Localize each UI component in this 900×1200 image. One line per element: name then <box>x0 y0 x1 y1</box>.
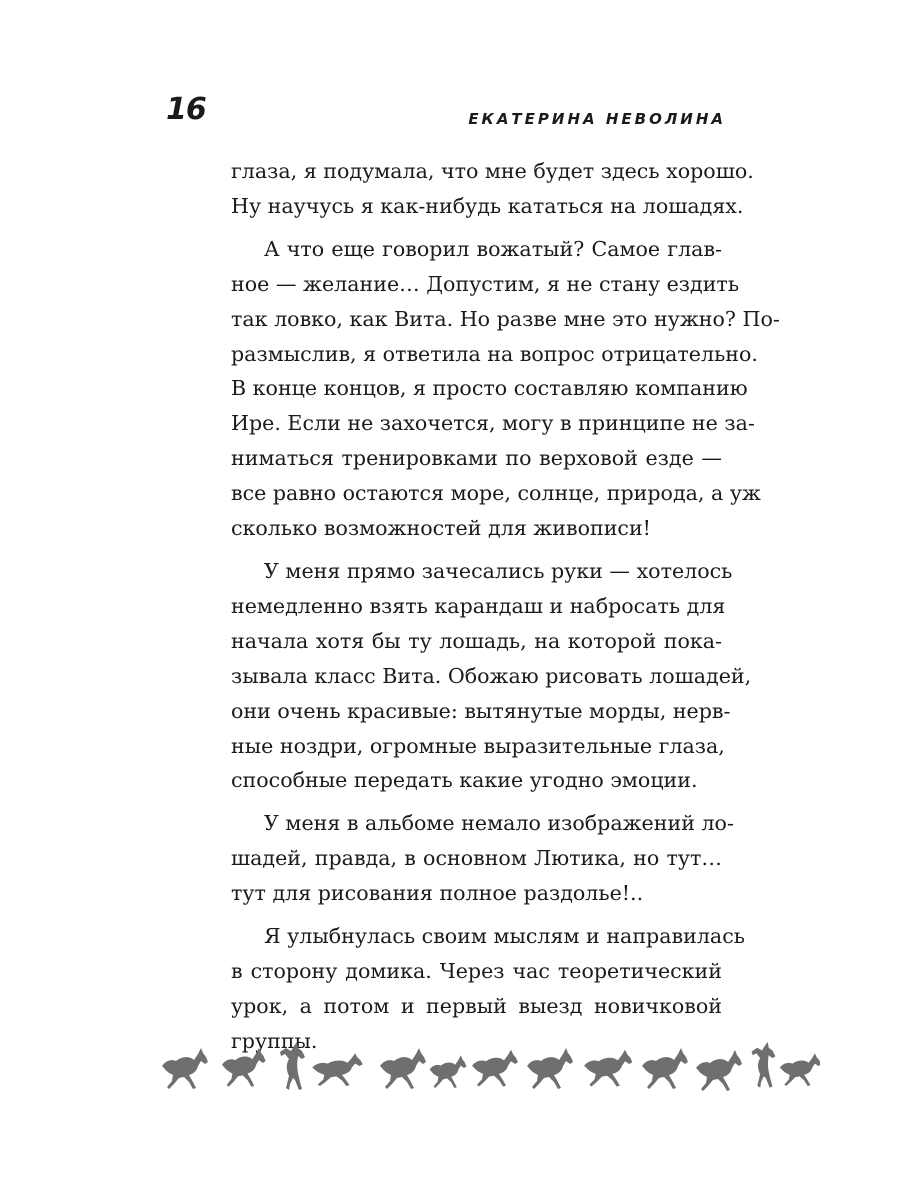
text-line: так ловко, как Вита. Но разве мне это нужно? По- <box>231 306 780 331</box>
text-line: в сторону домика. Через час теоретический <box>231 958 722 983</box>
text-line: В конце концов, я просто составляю компанию <box>231 376 748 401</box>
text-line: урок, а потом и первый выезд новичковой <box>231 993 722 1018</box>
text-line: У меня в альбоме немало изображений ло- <box>264 811 734 836</box>
text-line: У меня прямо зачесались руки — хотелось <box>264 558 733 583</box>
text-line: немедленно взять карандаш и набросать для <box>231 593 726 618</box>
horse-silhouettes <box>162 1042 820 1091</box>
galloping-horses-frieze-icon <box>160 1038 820 1094</box>
text-line: Я улыбнулась своим мыслям и направилась <box>264 924 745 949</box>
text-line: все равно остаются море, солнце, природа, а уж <box>231 481 761 506</box>
text-line: они очень красивые: вытянутые морды, нерв- <box>231 698 731 723</box>
text-line: Ире. Если не захочется, могу в принципе не за- <box>231 411 755 436</box>
text-line: глаза, я подумала, что мне будет здесь хорошо. <box>231 159 754 183</box>
text-line: размыслив, я ответила на вопрос отрицательно. <box>231 341 758 366</box>
text-line: ные ноздри, огромные выразительные глаза, <box>231 733 725 758</box>
text-body <box>231 154 780 1059</box>
text-line: способные передать какие угодно эмоции. <box>231 768 698 793</box>
text-line: ное — желание… Допустим, я не стану ездить <box>231 271 740 296</box>
text-line: сколько возможностей для живописи! <box>231 516 651 541</box>
text-line: А что еще говорил вожатый? Самое глав- <box>264 236 722 261</box>
text-line: зывала класс Вита. Обожаю рисовать лошадей, <box>231 663 752 688</box>
text-line: ниматься тренировками по верховой езде — <box>231 446 722 471</box>
text-line: Ну научусь я как-нибудь кататься на лошадях. <box>231 193 744 218</box>
text-line: группы. <box>231 1028 318 1053</box>
text-line: начала хотя бы ту лошадь, на которой пока- <box>231 628 722 653</box>
text-line: тут для рисования полное раздолье!.. <box>231 881 644 906</box>
running-head-author: ЕКАТЕРИНА НЕВОЛИНА <box>468 110 726 128</box>
page-number: 16 <box>166 92 206 127</box>
text-line: шадей, правда, в основном Лютика, но тут… <box>231 846 722 871</box>
